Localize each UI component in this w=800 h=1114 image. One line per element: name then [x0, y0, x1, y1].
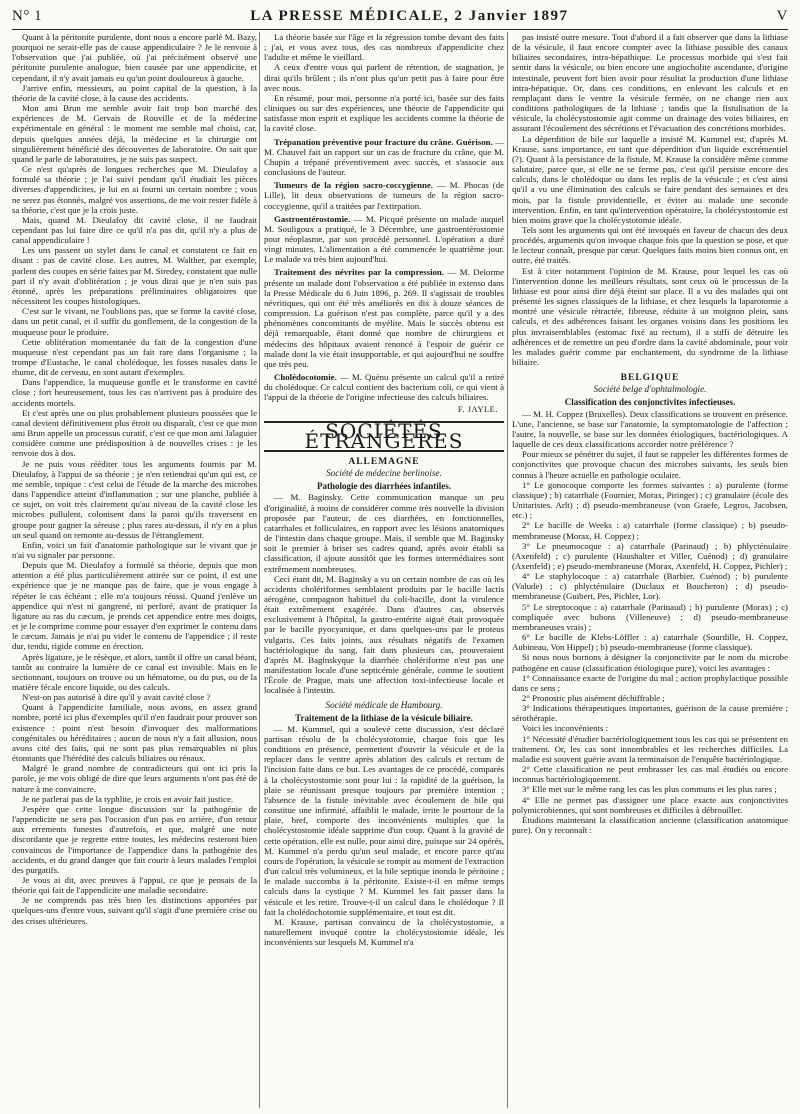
report-paragraph	[264, 214, 504, 265]
paragraph: La théorie basée sur l'âge et la régression tombe devant des faits ; j'ai, et vous avez tous, des cas nombreux d'appendicite chez l'adulte et même le vieillard.	[264, 32, 504, 63]
paragraph: Je ne puis vous rééditer tous les arguments fournis par M. Dieulafoy, à l'appui de sa théorie ; je n'en retiendrai qu'un qui est, ce me semble, topique : c'est celui de l'étude de la marche des microbes dans l'appendice atteint d'inflammation ; sur une planche, publiée à ce sujet, on voit très clairement qu'au niveau de la cavité close les microbes pullulent, colonisent dans la paroi qu'ils traversent en groupe pour gagner la séreuse ; plus rares au-dessus, il n'y en a plus un seul quand on remonte au-dessus de l'étranglement.	[12, 458, 257, 540]
paragraph: Voici les inconvénients :	[522, 723, 609, 734]
country-heading: BELGIQUE	[620, 373, 680, 384]
paragraph: Malgré le grand nombre de contradicteurs qui ont ici pris la parole, je me vois obligé de dire que leurs arguments n'ont pas été de nature à me convaincre.	[12, 763, 257, 794]
country-heading: ALLEMAGNE	[348, 456, 420, 467]
paragraph: Quant à l'appendicite familiale, nous avons, en assez grand nombre, porté ici plus d'exemples qu'il n'en faudrait pour prouver son existence : point n'est besoin d'invoquer des malformations congénitales ou héréditaires ; aucun de nous n'y a fait allusion, nous avons cité des faits, qui ne sont pas plus remarquables ni plus étonnants que l'hérédité des calculs biliaires ou rénaux.	[12, 702, 257, 764]
report-list	[264, 137, 504, 403]
report-text: — M. Chauvel fait un rapport sur un cas de fracture du crâne, que M. Chupin a trépané préventivement avec succès, et s'associe aux conclusions de l'auteur.	[264, 136, 504, 178]
report-heading: Trépanation préventive pour fracture du crâne. Guérison.	[274, 136, 493, 147]
paragraph: 3° Le pneumocoque : a) catarrhale (Parinaud) ; b) phlycténulaire (Axenfeld) ; c) purulente (Haushalter et Viller, Cuénod) ; d) granulaire (Axenfeld) ; e) pseudo-membraneuse (Morax, Axenfeld, H. Coppez, Pichler) ;	[512, 540, 788, 571]
paragraph: Dans l'appendice, la muqueuse gonfle et le transforme en cavité close ; fort heureusement, tous les cas n'arrivent pas à produire des accidents mortels.	[12, 377, 257, 408]
column-2-intro	[264, 32, 504, 134]
society-heading: Société de médecine berlinoise.	[326, 468, 442, 479]
paragraph: 1° Le gonocoque comporte les formes suivantes : a) purulente (forme classique) ; b) catarrhale (Fournier, Morax, Piringer) ; c) granulaire (école des Unitaristes. Arlt) ; d) pseudo-membraneuse (von Graefe, Legros, Jacobsen, etc.) ;	[512, 479, 788, 521]
paragraph: Depuis que M. Dieulafoy a formulé sa théorie, depuis que mon attention a été plus particulièrement attirée sur ce point, il est une expérience que je ne manque pas de faire, que je vous engage à répéter le cas échéant ; elle m'a toujours réussi. Quand j'enlève un appendice qui n'est ni gangrené, ni perforé, avant de pratiquer la ligature au ras du cæcum, je prends cet appendice entre mes doigts, et je le comprime comme pour essayer d'en exprimer le contenu dans le cæcum. Jamais je n'ai pu vider le contenu de l'appendice ; il reste dur, tendu, rigide comme en érection.	[12, 560, 257, 652]
paragraph: 1° Connaissance exacte de l'origine du mal ; action prophylactique possible dans ce sens ;	[512, 672, 788, 693]
report-heading: Tumeurs de la région sacro-coccygienne.	[274, 180, 433, 191]
paragraph: 5° Le streptocoque : a) catarrhale (Parinaud) ; b) purulente (Morax) ; c) compliquée avec bubons (Villeneuve) ; d) pseudo-membraneuse membraneuses vrais) ;	[512, 601, 788, 632]
society-heading: Société médicale de Hambourg.	[325, 699, 443, 710]
article-body	[512, 409, 788, 836]
column-divider	[507, 32, 508, 1108]
report-text: — M. Quénu présente un calcul qu'il a retiré du cholédoque. Ce calcul contient des bacterium coli, ce qui vient à l'appui de la théorie de l'origine infectieuse des calculs biliaires.	[264, 372, 504, 403]
paragraph: 1° Nécessité d'étudier bactériologiquement tous les cas qui se présentent en traitement. Or, les cas sont innombrables et les recherches difficiles. La maladie est souvent guérie avant la terminaison de l'enquête bactériologique.	[512, 733, 788, 764]
page-header	[12, 4, 788, 28]
society-heading: Société belge d'ophtalmologie.	[593, 384, 707, 395]
paragraph: Pour mieux se pénétrer du sujet, il faut se rappeler les différentes formes de conjonctivites que provoque chacun des microbes suivants, les seuls bien connus à l'heure actuelle en pathologie oculaire.	[512, 449, 788, 480]
paragraph: Ce n'est qu'après de longues recherches que M. Dieulafoy a formulé sa théorie ; je l'ai suivi pendant qu'il étudiait les pièces diverses d'appendicites, je lui en ai fourni un certain nombre ; vous ne serez pas étonnés, malgré vos assertions, de me voir rester fidèle à sa théorie, c'est que je la crois juste.	[12, 164, 257, 215]
paragraph: — M. H. Coppez (Bruxelles). Deux classifications se trouvent en présence. L'une, l'ancienne, se base sur l'anatomie, la symptomatologie de l'affection ; l'autre, la nouvelle, se base sur les données étiologiques, bactériologiques. A laquelle de ces deux classifications accorder notre préférence ?	[512, 408, 788, 450]
paragraph: Mais, quand M. Dieulafoy dit cavité close, il ne faudrait cependant pas lui faire dire ce qu'il n'a pas dit, qu'il n'y a plus de canal appendiculaire !	[12, 214, 257, 246]
paragraph: C'est sur le vivant, ne l'oublions pas, que se forme la cavité close, dans un petit canal, et il suffit du gonflement, de la congestion de la muqueuse pour le produire.	[12, 306, 257, 337]
paragraph: Et c'est après une ou plus probablement plusieurs poussées que le canal devient définitivement plus étroit ou disparaît, c'est ce que mon ami Brun appelle un processus curatif, c'est ce que mon ami Jalaguier considère comme une prédisposition à de nouvelles crises : je les renvoie dos à dos.	[12, 407, 257, 459]
paragraph: 3° Indications thérapeutiques importantes, guérison de la cause première ; sérothérapie.	[512, 703, 788, 724]
article-heading: Pathologie des diarrhées infantiles.	[317, 481, 451, 492]
paragraph: 2° Le bacille de Weeks : a) catarrhale (forme classique) ; b) pseudo-membraneuse (Morax, H. Coppez) ;	[512, 520, 788, 541]
paragraph: Je ne comprends pas très bien les distinctions apportées par quelques-uns d'entre vous, suivant qu'il s'agit d'une première crise ou des crises ultérieures.	[12, 895, 257, 926]
paragraph: N'est-on pas autorisé à dire qu'il y avait cavité close ?	[22, 692, 211, 703]
column-3-intro	[512, 32, 788, 367]
column-3	[512, 32, 788, 1108]
signature: F. JAYLE.	[457, 404, 498, 415]
report-heading: Cholédocotomie.	[274, 372, 337, 382]
header-rule	[12, 29, 788, 30]
article-body	[264, 724, 504, 947]
paragraph: — M. Kummel, qui a soulevé cette discussion, s'est déclaré partisan résolu de la cholécystotomie, chaque fois que les conditions en présence, permettent d'ouvrir la vésicule et de la replacer dans le ventre après ablation des calculs et rectum de l'incision faite dans ce but. Les avantages de ce procédé, comparés à la cholécystostomie sont pour lui : la rapidité de la guérison, la plaie se réunissant presque toujours par première intention ; l'absence de la fistule inévitable avec écoulement de bile qui constitue une infirmité, affaiblit le malade, irrite le pourtour de la plaie, bref, comporte des inconvénients multiples que la cholécystostomie idéale supprime d'un coup. Quant à la gravité de cette opération, elle est nulle, pour ainsi dire, puisque sur 24 opérés, M. Kummel n'a perdu qu'un seul malade, et encore parce qu'au cours de l'opération, la vésicule se rompit au moment de l'extraction d'un calcul très volumineux, et la bile septique inonda le péritoine ; le malade succomba à la péritonite. Existe-t-il en même temps calculs dans la cystique ? M. Kummel les fait passer dans la vésicule et les retire. Trouve-t-il un calcul dans le cholédoque ? Il fait la cholédochotomie supplémentaire, et tout est dit.	[264, 723, 504, 917]
paragraph: M. Krause, partisan convaincu de la cholécystostomie, a naturellement invoqué contre la cholécystostomie idéale, les inconvénients sur lesquels M. Kummel n'a	[264, 916, 504, 948]
article-heading: Classification des conjonctivites infectieuses.	[564, 397, 736, 408]
report-paragraph	[264, 372, 504, 402]
paragraph: 3° Elle met sur le même rang les cas les plus communs et les plus rares ;	[522, 784, 777, 795]
paragraph: pas insisté outre mesure. Tout d'abord il a fait observer que dans la lithiase de la vésicule, il faut encore compter avec la lithiase possible des canaux biliaires secondaires, intra-hépathique. Le processus morbide qui s'est fait sentir dans la vésicule, ou bien encore une angiocholite ascendante, d'origine intestinale, peuvent fort bien avoir pour résultat la production d'une lithiase intra-hépatique. Or, dans ces conditions, en enlevant les calculs et en remplaçant dans le ventre la vésicule fermée, on ne change rien aux conditions pathologiques de la lithiase ; tandis que la fistulisation de la vésicule, la cholécystostomie agit comme un drainage des voies biliaires, en assurant l'écoulement des sécrétions et l'évacuation des concrétions morbides.	[512, 32, 788, 134]
paragraph: Je ne parlerai pas de la typhlite, je crois en avoir fait justice.	[22, 793, 234, 804]
column-divider	[259, 32, 260, 1108]
paragraph: Si nous nous bornons à désigner la conjonctivite par le nom du microbe pathogène en cause (classification étiologique pure), voici les avantages :	[512, 652, 788, 673]
paragraph: 6° Le bacille de Klebs-Löffler : a) catarrhale (Sourdille, H. Coppez, Aubineau, Von Hippel) ; b) pseudo-membraneuse (forme classique).	[512, 632, 788, 653]
paragraph: Après ligature, je le résèque, et alors, tantôt il offre un canal béant, tantôt au contraire la lumière de ce canal est invisible. Mais en le sectionnant, toujours on trouve ou un hématome, ou du pus, ou de la matière fécale encore liquide, ou des calculs.	[12, 651, 257, 692]
paragraph: Les uns passent un stylet dans le canal et constatent ce fait en disant : pas de cavité close. Les autres, M. Walther, par exemple, parlent des coupes en série faites par M. Siredey, constatent que nulle part il n'y avait d'oblitération ; je vous dirai que je n'en suis pas étonné, après les préparations préliminaires obligatoires que nécessitent les coupes histologiques.	[12, 245, 257, 307]
report-text: — M. Picqué présente un malade auquel M. Souligoux a pratiqué, le 3 Décembre, une gastroentérostomie pour néoplasme, par son procédé personnel. L'opération a duré vingt minutes. L'alimentation a été commencée le quatrième jour. Le malade va très bien aujourd'hui.	[264, 213, 504, 265]
paragraph: Ceci étant dit, M. Baginsky a vu un certain nombre de cas où les accidents cholériformes semblaient produits par le bacille lactis aérogène, compagnon habituel du coli-bacille, dont la virulence était extrêmement exagérée. Dans d'autres cas, observés exclusivement à l'hôpital, la gastro-entérite aiguë était provoquée par le bacille pyocyanique, et dans quelques-uns par le proteus vulgaris. Ces faits joints, aux résultats négatifs de l'examen bactériologique du sang, fait dans plusieurs cas, prouveraient d'après M. Baginskyque la diarrhée cholériforme n'est pas une manifestation locale d'une septicémie générale, comme le soutient l'École de Prague, mais une affection toxi-infectieuse locale et localisée à l'intestin.	[264, 573, 504, 696]
paragraph: Est à citer notamment l'opinion de M. Krause, pour lequel les cas où l'intervention donne les meilleurs résultats, sont ceux où le processus de la lithiase est pour ainsi dire déjà éteint sur place. Il a vu des malades qui ont présenté les signes classiques de la lithiase, et chez lesquels la laparotomie a montré une vésicule rétractée, fibreuse, réduite à un moignon plein, sans calculs, et des adhérences faisant les organes voisins dans les positions les plus invraisemblables (estomac fixé au rectum), il a suffi de détruire les adhérences et de remettre un peu d'ordre dans la cavité abdominale, pour voir les malades guérir comme par enchantement, du syndrome de la lithiase biliaire.	[512, 265, 788, 367]
paragraph: En résumé, pour moi, personne n'a porté ici, basée sur des faits cliniques ou sur des expériences, une théorie de l'appendicite qui satisfasse mon esprit et explique les accidents comme la théorie de la cavité close.	[264, 92, 504, 134]
paragraph: Quant à la péritonite purulente, dont nous a encore parlé M. Bazy, pourquoi ne serait-elle pas de cause appendiculaire ? Je le renvoie à l'observation que j'ai publiée, où j'ai précisément observé une péritonite purulente analogue, bien causée par une appendicite, et cependant, il n'y avait jamais eu qu'un point douloureux à gauche.	[12, 32, 257, 83]
folio: V	[776, 7, 788, 24]
paragraph: 2° Pronostic plus aisément déchiffrable ;	[522, 693, 665, 703]
journal-title: LA PRESSE MÉDICALE, 2 Janvier 1897	[250, 7, 569, 24]
paragraph: A ceux d'entre vous qui parlent de rétention, de stagnation, je dirai qu'ils brûlent ; ils n'ont plus qu'un petit pas à faire pour être avec nous.	[264, 62, 504, 93]
paragraph: J'arrive enfin, messieurs, au point capital de la question, à la théorie de la cavité close, à la cause des accidents.	[12, 82, 257, 103]
paragraph: 4° Le staphylocoque : a) catarrhale (Barbier, Cuénod) ; b) purulente (Valude) ; c) phlycténulaire (Duclaux et Boucheron) ; d) pseudo-membraneuse (Guibert, Pes, Pichler, Lor).	[512, 571, 788, 602]
paragraph: — M. Baginsky. Cette communication manque un peu d'originalité, à moins de considérer comme très nouvelle la division proposée par l'auteur, de ces diarrhées, en fonctionnelles, catarrhales et folliculaires, en rapport avec les lésions anatomiques de l'intestin dans chaque groupe. Mais, il semble que M. Baginsky soit le premier à briser ses cadres quand, après avoir établi sa classification, il ajoute aussitôt que les formes intermédiaires sont extrêmement nombreuses.	[264, 492, 504, 574]
report-heading: Gastroentérostomie.	[274, 213, 351, 224]
paragraph: 4° Elle ne permet pas d'assigner une place exacte aux conjonctivites polymicrobiennes, qui sont nombreuses et difficiles à débrouiller.	[512, 794, 788, 815]
article-heading: Traitement de la lithiase de la vésicule biliaire.	[295, 712, 473, 723]
report-text: — M. Delorme présente un malade dont l'observation a été publiée in extenso dans la Presse Médicale du 6 Juin 1896, p. 269. Il s'agissait de troubles névritiques, qui ont été très améliorés en dix à douze séances de compression. La guérison n'est pas complète, parce qu'il y a des phénomènes concomitants de myélite. Mais le succès obtenu est déjà remarquable, étant donné que nombre de chirurgiens et médecins des hôpitaux avaient renoncé à l'espoir de guérir ce malade dont la vie était insupportable, et qui aujourd'hui ne souffre que très peu.	[264, 267, 504, 369]
paragraph: Enfin, voici un fait d'anatomie pathologique sur le vivant que je n'ai vu signaler par personne.	[12, 539, 257, 560]
column-1	[12, 32, 257, 1108]
report-paragraph	[264, 137, 504, 178]
paragraph: La déperdition de bile sur laquelle a insisté M. Kummel est, d'après M. Krause, sans importance, en tant que déperdition d'un liquide excrémentiel (?). Quant à la persistance de la fistule, M. Krause la considère même comme salutaire, parce que, si elle ne se ferme pas, c'est qu'il persiste encore des calculs, dans le cholédoque ou dans les replis de la vésicule ; et c'est ainsi qu'il a vu une élimination des calculs se faire pendant des semaines et des mois, par la fistule providentielle, et éviter au malade une seconde intervention. Enfin, en tant qu'intervention opératoire, la cholécystostomie est bien moins grave que la cholécystotomie idéale.	[512, 133, 788, 225]
report-paragraph	[264, 180, 504, 210]
page-number: N° 1	[12, 7, 43, 24]
section-title: SOCIÉTÉS ÉTRANGÈRES	[264, 421, 504, 452]
report-text: — M. Phocas (de Lille), lit deux observations de tumeurs de la région sacro-coccygienne, qu'il a traitées par l'extirpation.	[264, 180, 504, 211]
report-paragraph	[264, 267, 504, 369]
article-body	[264, 492, 504, 695]
paragraph: Tels sont les arguments qui ont été invoqués en faveur de chacun des deux procédés, arguments qu'on invoque chaque fois que la question se pose, et que le lecteur connaît, presque par cœur. Quelques faits moins bien connus ont, en outre, été traités.	[512, 224, 788, 266]
paragraph: J'espère que cette longue discussion sur la pathogénie de l'appendicite ne sera pas l'occasion d'un pas en arrière, d'un retour aux errements funestes d'autrefois, et que, malgré une note discordante que je regrette entre toutes, les médecins resteront bien convaincus de l'importance de l'appendice dans la pathogénie des accidents, et du grand danger que fait courir à leurs malades l'emploi des purgatifs.	[12, 803, 257, 875]
paragraph: Je vous ai dit, avec preuves à l'appui, ce que je pensais de la théorie qui fait de l'appendicite une maladie secondaire.	[12, 874, 257, 896]
paragraph: Cette oblitération momentanée du fait de la congestion d'une muqueuse n'est cependant pas un fait rare dans l'organisme ; la trompe d'Eustache, le canal cholédoque, les fosses nasales dans le rhume, dit de cerveau, en sont autant d'exemples.	[12, 336, 257, 378]
column-2	[264, 32, 504, 1108]
report-heading: Traitement des névrites par la compression.	[274, 267, 445, 278]
paragraph: Mon ami Brun me semble avoir fait trop bon marché des expériences de M. Gervais de Rouville et de la médecine expérimentale en général : le moment me semble mal choisi, car, depuis quelques années déjà, la médecine et la chirurgie ont singulièrement bénéficié des découvertes de laboratoire. On sait que quand le parle de laboratoires, je ne suis pas suspect.	[12, 103, 257, 164]
paragraph: Étudions maintenant la classification ancienne (classification anatomique pure). On y reconnaît :	[512, 814, 788, 836]
paragraph: 2° Cette classification ne peut embrasser les cas mal étudiés ou encore inconnus bactériologiquement.	[512, 764, 788, 785]
